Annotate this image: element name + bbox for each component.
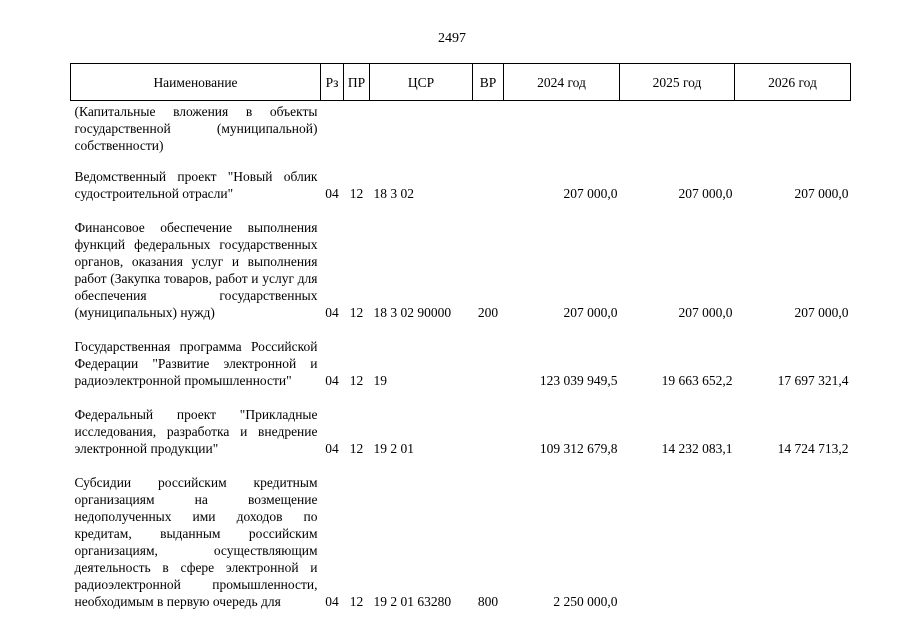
row-vr: 800 (477, 594, 499, 609)
row-rz: 04 (325, 441, 339, 456)
row-2024: 207 000,0 (563, 305, 618, 320)
header-vr: ВР (473, 64, 504, 101)
header-2024: 2024 год (504, 64, 620, 101)
row-name: (Капитальные вложения в объекты государственной (муниципальной) собственности) (74, 104, 318, 153)
row-2025: 207 000,0 (678, 186, 733, 201)
row-rz: 04 (325, 373, 339, 388)
row-name: Государственная программа Российской Федерации "Развитие электронной и радиоэлектронной промышленности" (74, 339, 318, 388)
row-pr: 12 (349, 186, 364, 201)
row-vr (473, 101, 504, 155)
row-csr: 19 2 01 63280 (373, 594, 452, 609)
row-2024: 123 039 949,5 (539, 373, 618, 388)
row-vr (473, 154, 504, 205)
row-2026: 14 724 713,2 (777, 441, 849, 456)
row-2024: 2 250 000,0 (553, 594, 618, 609)
row-2024 (504, 101, 620, 155)
row-rz: 04 (325, 186, 339, 201)
row-2025: 14 232 083,1 (661, 441, 733, 456)
header-2026: 2026 год (735, 64, 851, 101)
row-pr: 12 (349, 594, 364, 609)
row-2025 (620, 101, 735, 155)
row-name: Ведомственный проект "Новый облик судостроительной отрасли" (74, 169, 318, 201)
row-vr (473, 324, 504, 392)
table-row (71, 154, 851, 205)
row-2026 (735, 460, 851, 613)
row-csr: 18 3 02 90000 (373, 305, 452, 320)
row-pr: 12 (349, 305, 364, 320)
row-2025: 19 663 652,2 (661, 373, 733, 388)
header-csr: ЦСР (370, 64, 473, 101)
header-name: Наименование (71, 64, 321, 101)
table-row (71, 324, 851, 392)
row-2024: 109 312 679,8 (539, 441, 618, 456)
row-2026: 207 000,0 (794, 305, 849, 320)
row-csr (370, 101, 473, 155)
row-name: Финансовое обеспечение выполнения функций федеральных государственных органов, оказания услуг и выполнения работ (Закупка товаров, работ и услуг для обеспечения государственных (муниципальных) нужд) (74, 220, 318, 320)
row-2025: 207 000,0 (678, 305, 733, 320)
row-rz: 04 (325, 305, 339, 320)
row-vr: 200 (477, 305, 499, 320)
table-row (71, 392, 851, 460)
page-number: 2497 (438, 31, 466, 46)
row-csr: 19 (373, 373, 387, 388)
row-2024: 207 000,0 (563, 186, 618, 201)
table-header-row (71, 64, 851, 101)
row-2025 (620, 460, 735, 613)
row-name: Субсидии российским кредитным организациям на возмещение недополученных ими доходов по кредитам, выданным российским организациям, осуществляющим деятельность в сфере электронной и радиоэлектронной промышленности, необходимым в первую очередь для (74, 475, 318, 609)
row-2026: 207 000,0 (794, 186, 849, 201)
row-pr (344, 101, 370, 155)
table-row (71, 205, 851, 324)
row-csr: 18 3 02 (373, 186, 414, 201)
header-2025: 2025 год (620, 64, 735, 101)
row-pr: 12 (349, 441, 364, 456)
row-name: Федеральный проект "Прикладные исследования, разработка и внедрение электронной продукции" (74, 407, 318, 456)
budget-table (70, 63, 851, 613)
row-rz (321, 101, 344, 155)
row-pr: 12 (349, 373, 364, 388)
row-2026 (735, 101, 851, 155)
table-row (71, 460, 851, 613)
header-pr: ПР (344, 64, 370, 101)
header-rz: Рз (321, 64, 344, 101)
row-2026: 17 697 321,4 (777, 373, 849, 388)
table-row (71, 101, 851, 155)
row-csr: 19 2 01 (373, 441, 414, 456)
row-vr (473, 392, 504, 460)
row-rz: 04 (325, 594, 339, 609)
